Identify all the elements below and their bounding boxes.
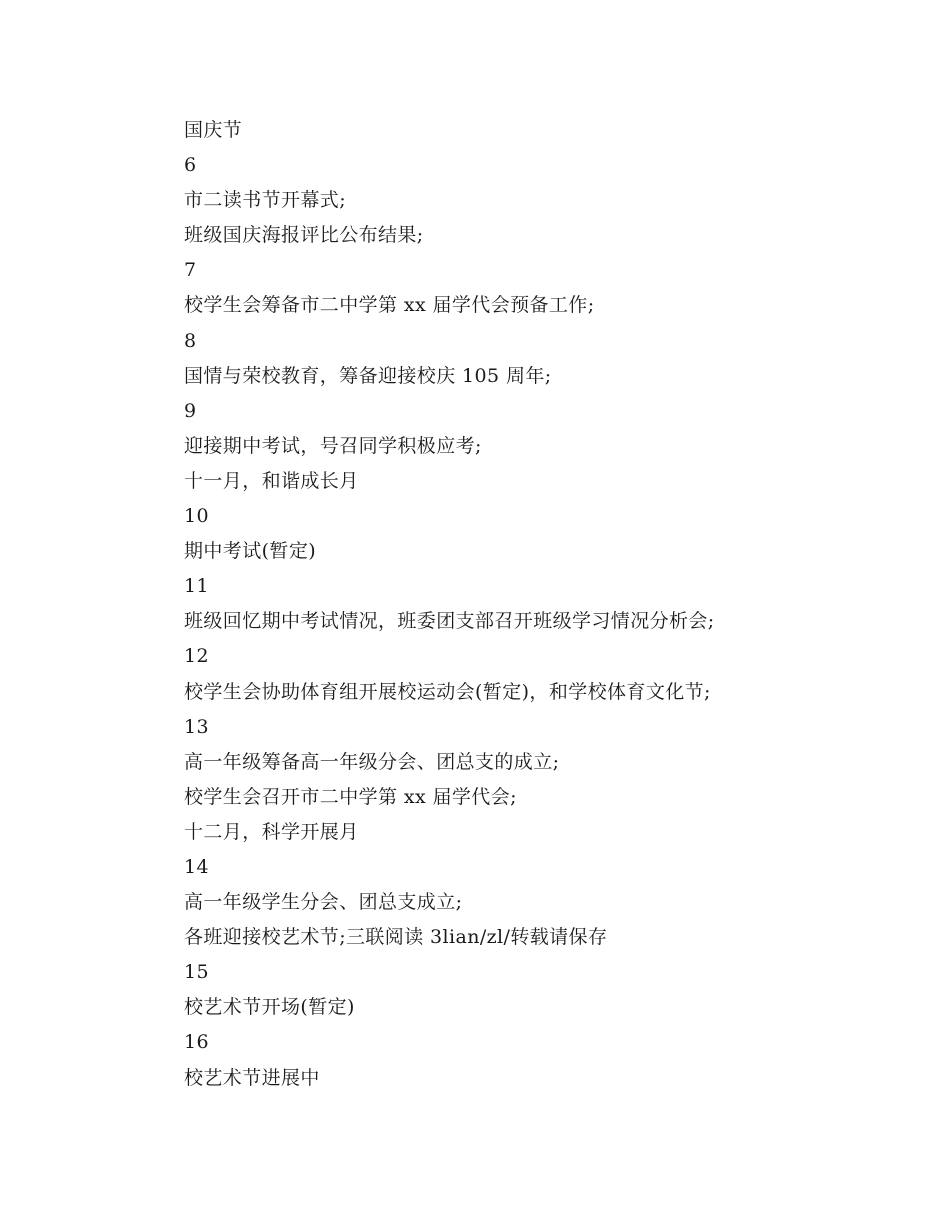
text-line: 高一年级筹备高一年级分会、团总支的成立; bbox=[184, 750, 560, 773]
month-heading: 十二月，科学开展月 bbox=[184, 820, 359, 843]
month-heading: 十一月，和谐成长月 bbox=[184, 469, 359, 492]
text-line: 迎接期中考试，号召同学积极应考; bbox=[184, 434, 482, 457]
item-number: 11 bbox=[184, 575, 209, 598]
text-line: 校艺术节进展中 bbox=[184, 1066, 320, 1089]
text-line: 校学生会协助体育组开展校运动会(暂定)，和学校体育文化节; bbox=[184, 680, 711, 703]
document-body bbox=[184, 113, 904, 1096]
text-line: 班级回忆期中考试情况，班委团支部召开班级学习情况分析会; bbox=[184, 610, 715, 633]
text-line: 市二读书节开幕式; bbox=[184, 189, 347, 212]
item-number: 13 bbox=[184, 715, 209, 738]
item-number: 9 bbox=[184, 399, 197, 422]
text-line: 期中考试(暂定) bbox=[184, 540, 317, 563]
item-number: 14 bbox=[184, 855, 209, 878]
text-line: 国庆节 bbox=[184, 119, 243, 141]
item-number: 7 bbox=[184, 259, 197, 282]
text-line: 校学生会召开市二中学第 xx 届学代会; bbox=[184, 785, 517, 808]
item-number: 10 bbox=[184, 505, 209, 528]
item-number: 8 bbox=[184, 329, 197, 352]
text-line: 校艺术节开场(暂定) bbox=[184, 996, 355, 1019]
text-line: 国情与荣校教育，筹备迎接校庆 105 周年; bbox=[184, 364, 552, 387]
item-number: 15 bbox=[184, 961, 209, 984]
item-number: 16 bbox=[184, 1031, 209, 1054]
text-line: 各班迎接校艺术节;三联阅读 3lian/zl/转载请保存 bbox=[184, 926, 608, 949]
text-line: 班级国庆海报评比公布结果; bbox=[184, 224, 424, 247]
text-line: 校学生会筹备市二中学第 xx 届学代会预备工作; bbox=[184, 294, 595, 317]
text-line: 高一年级学生分会、团总支成立; bbox=[184, 891, 463, 914]
item-number: 6 bbox=[184, 154, 197, 177]
item-number: 12 bbox=[184, 645, 209, 668]
